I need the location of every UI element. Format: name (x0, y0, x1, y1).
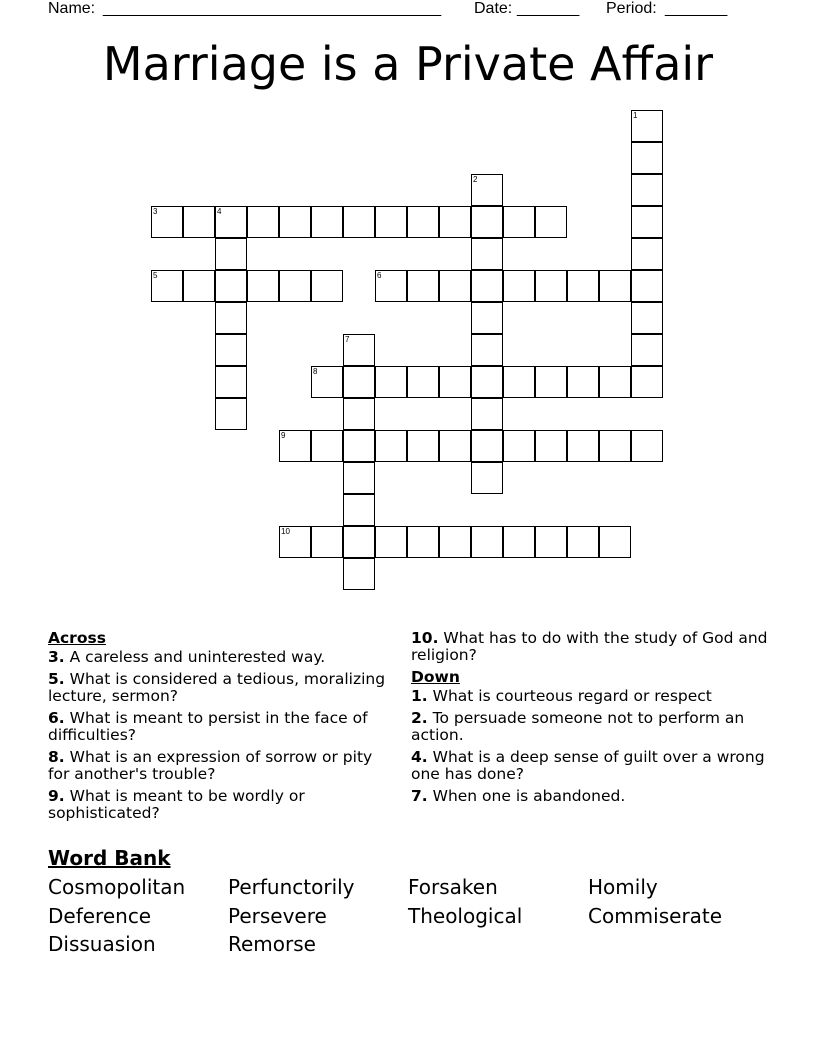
grid-cell[interactable] (407, 206, 439, 238)
grid-cell[interactable] (631, 302, 663, 334)
grid-cell[interactable] (279, 206, 311, 238)
grid-cell[interactable] (215, 238, 247, 270)
clue-number-label: 2 (473, 175, 478, 184)
grid-cell[interactable] (535, 366, 567, 398)
grid-cell[interactable] (631, 270, 663, 302)
grid-cell[interactable] (439, 366, 471, 398)
grid-cell[interactable] (535, 270, 567, 302)
clue-number-label: 10 (281, 527, 290, 536)
clue-number: 1. (411, 687, 428, 705)
word-bank-word: Deference (48, 903, 152, 928)
clues-column-left (48, 630, 388, 827)
name-field[interactable]: ______________________________________ (103, 0, 442, 17)
grid-cell[interactable] (631, 238, 663, 270)
grid-cell[interactable] (311, 206, 343, 238)
grid-cell[interactable] (631, 366, 663, 398)
clue-across-8 (48, 749, 388, 783)
grid-cell[interactable] (343, 366, 375, 398)
grid-cell[interactable] (503, 526, 535, 558)
grid-cell[interactable] (279, 526, 311, 558)
grid-cell[interactable] (599, 526, 631, 558)
clue-across-5 (48, 671, 388, 705)
grid-cell[interactable] (215, 334, 247, 366)
period-label: Period: (606, 0, 657, 17)
grid-cell[interactable] (471, 302, 503, 334)
grid-cell[interactable] (183, 270, 215, 302)
grid-cell[interactable] (151, 206, 183, 238)
grid-cell[interactable] (631, 430, 663, 462)
grid-cell[interactable] (215, 398, 247, 430)
grid-cell[interactable] (471, 462, 503, 494)
clue-text: When one is abandoned. (432, 787, 626, 805)
clue-number: 9. (48, 787, 65, 805)
grid-cell[interactable] (631, 110, 663, 142)
grid-cell[interactable] (215, 206, 247, 238)
grid-cell[interactable] (471, 526, 503, 558)
grid-cell[interactable] (343, 398, 375, 430)
clue-number-label: 4 (217, 207, 222, 216)
grid-cell[interactable] (471, 366, 503, 398)
grid-cell[interactable] (567, 270, 599, 302)
clue-number-label: 7 (345, 335, 350, 344)
grid-cell[interactable] (471, 398, 503, 430)
clue-text: To persuade someone not to perform an action. (411, 709, 745, 744)
grid-cell[interactable] (343, 334, 375, 366)
grid-cell[interactable] (471, 430, 503, 462)
grid-cell[interactable] (375, 206, 407, 238)
word-bank (48, 873, 768, 959)
word-bank-word: Cosmopolitan (48, 875, 186, 899)
grid-cell[interactable] (279, 270, 311, 302)
grid-cell[interactable] (567, 430, 599, 462)
grid-cell[interactable] (375, 270, 407, 302)
clue-number-label: 5 (153, 271, 158, 280)
grid-cell[interactable] (311, 526, 343, 558)
clue-number: 10. (411, 629, 439, 647)
word-bank-word: Remorse (228, 932, 316, 956)
grid-cell[interactable] (375, 526, 407, 558)
grid-cell[interactable] (343, 206, 375, 238)
grid-cell[interactable] (471, 270, 503, 302)
clue-number: 4. (411, 748, 428, 766)
clue-number: 8. (48, 748, 65, 766)
grid-cell[interactable] (599, 430, 631, 462)
word-bank-word: Dissuasion (48, 932, 156, 956)
grid-cell[interactable] (599, 366, 631, 398)
grid-cell[interactable] (407, 366, 439, 398)
grid-cell[interactable] (215, 270, 247, 302)
grid-cell[interactable] (631, 174, 663, 206)
period-field[interactable]: _______ (665, 0, 728, 17)
date-label: Date: (474, 0, 513, 17)
grid-cell[interactable] (407, 270, 439, 302)
grid-cell[interactable] (215, 366, 247, 398)
across-heading: Across (48, 629, 106, 647)
clue-down-7 (411, 788, 771, 805)
grid-cell[interactable] (311, 430, 343, 462)
grid-cell[interactable] (535, 526, 567, 558)
grid-cell[interactable] (535, 206, 567, 238)
clue-text: What is an expression of sorrow or pity for another's trouble? (48, 748, 373, 783)
clue-number: 6. (48, 709, 65, 727)
clue-number-label: 1 (633, 111, 638, 120)
grid-cell[interactable] (503, 430, 535, 462)
grid-cell[interactable] (311, 270, 343, 302)
grid-cell[interactable] (183, 206, 215, 238)
grid-cell[interactable] (343, 494, 375, 526)
grid-cell[interactable] (471, 238, 503, 270)
word-bank-title: Word Bank (48, 846, 171, 870)
grid-cell[interactable] (215, 302, 247, 334)
clue-text: A careless and uninterested way. (69, 648, 326, 666)
clue-number: 2. (411, 709, 428, 727)
grid-cell[interactable] (151, 270, 183, 302)
clue-text: What is considered a tedious, moralizing lecture, sermon? (48, 670, 386, 705)
clue-text: What is a deep sense of guilt over a wrong one has done? (411, 748, 765, 783)
grid-cell[interactable] (599, 270, 631, 302)
grid-cell[interactable] (631, 334, 663, 366)
grid-cell[interactable] (471, 206, 503, 238)
clue-down-2 (411, 710, 771, 744)
grid-cell[interactable] (343, 558, 375, 590)
clue-across-3 (48, 649, 388, 666)
grid-cell[interactable] (567, 526, 599, 558)
grid-cell[interactable] (407, 430, 439, 462)
grid-cell[interactable] (535, 430, 567, 462)
down-heading: Down (411, 668, 460, 686)
page-title: Marriage is a Private Affair (102, 37, 714, 91)
clue-text: What has to do with the study of God and religion? (411, 629, 768, 664)
clues-column-right (411, 630, 771, 810)
grid-cell[interactable] (343, 526, 375, 558)
clue-number-label: 9 (281, 431, 286, 440)
grid-cell[interactable] (439, 206, 471, 238)
grid-cell[interactable] (471, 334, 503, 366)
grid-cell[interactable] (471, 174, 503, 206)
clue-number-label: 6 (377, 271, 382, 280)
clue-number: 5. (48, 670, 65, 688)
word-bank-word: Commiserate (588, 903, 723, 928)
grid-cell[interactable] (407, 526, 439, 558)
grid-cell[interactable] (439, 430, 471, 462)
clue-number: 7. (411, 787, 428, 805)
grid-cell[interactable] (343, 462, 375, 494)
clue-number-label: 3 (153, 207, 158, 216)
clue-down-4 (411, 749, 771, 783)
word-bank-word: Persevere (228, 903, 327, 928)
word-bank-word: Homily (588, 875, 658, 899)
grid-cell[interactable] (375, 430, 407, 462)
word-bank-word: Perfunctorily (228, 875, 355, 899)
grid-cell[interactable] (247, 270, 279, 302)
grid-cell[interactable] (503, 366, 535, 398)
date-field[interactable]: _______ (517, 0, 580, 17)
grid-cell[interactable] (439, 526, 471, 558)
clue-text: What is courteous regard or respect (432, 687, 712, 705)
clue-number-label: 8 (313, 367, 318, 376)
clue-down-1 (411, 688, 771, 705)
grid-cell[interactable] (503, 206, 535, 238)
grid-cell[interactable] (503, 270, 535, 302)
word-bank-word: Theological (408, 903, 523, 928)
word-bank-word: Forsaken (408, 875, 498, 899)
clue-across-6 (48, 710, 388, 744)
grid-cell[interactable] (311, 366, 343, 398)
grid-cell[interactable] (279, 430, 311, 462)
clue-across-10 (411, 630, 771, 664)
clue-across-9 (48, 788, 388, 822)
grid-cell[interactable] (631, 142, 663, 174)
grid-cell[interactable] (247, 206, 279, 238)
clue-number: 3. (48, 648, 65, 666)
grid-cell[interactable] (631, 206, 663, 238)
clue-text: What is meant to persist in the face of difficulties? (48, 709, 368, 744)
name-label: Name: (48, 0, 96, 17)
grid-cell[interactable] (567, 366, 599, 398)
grid-cell[interactable] (439, 270, 471, 302)
clue-text: What is meant to be wordly or sophisticated? (48, 787, 305, 822)
grid-cell[interactable] (375, 366, 407, 398)
grid-cell[interactable] (343, 430, 375, 462)
